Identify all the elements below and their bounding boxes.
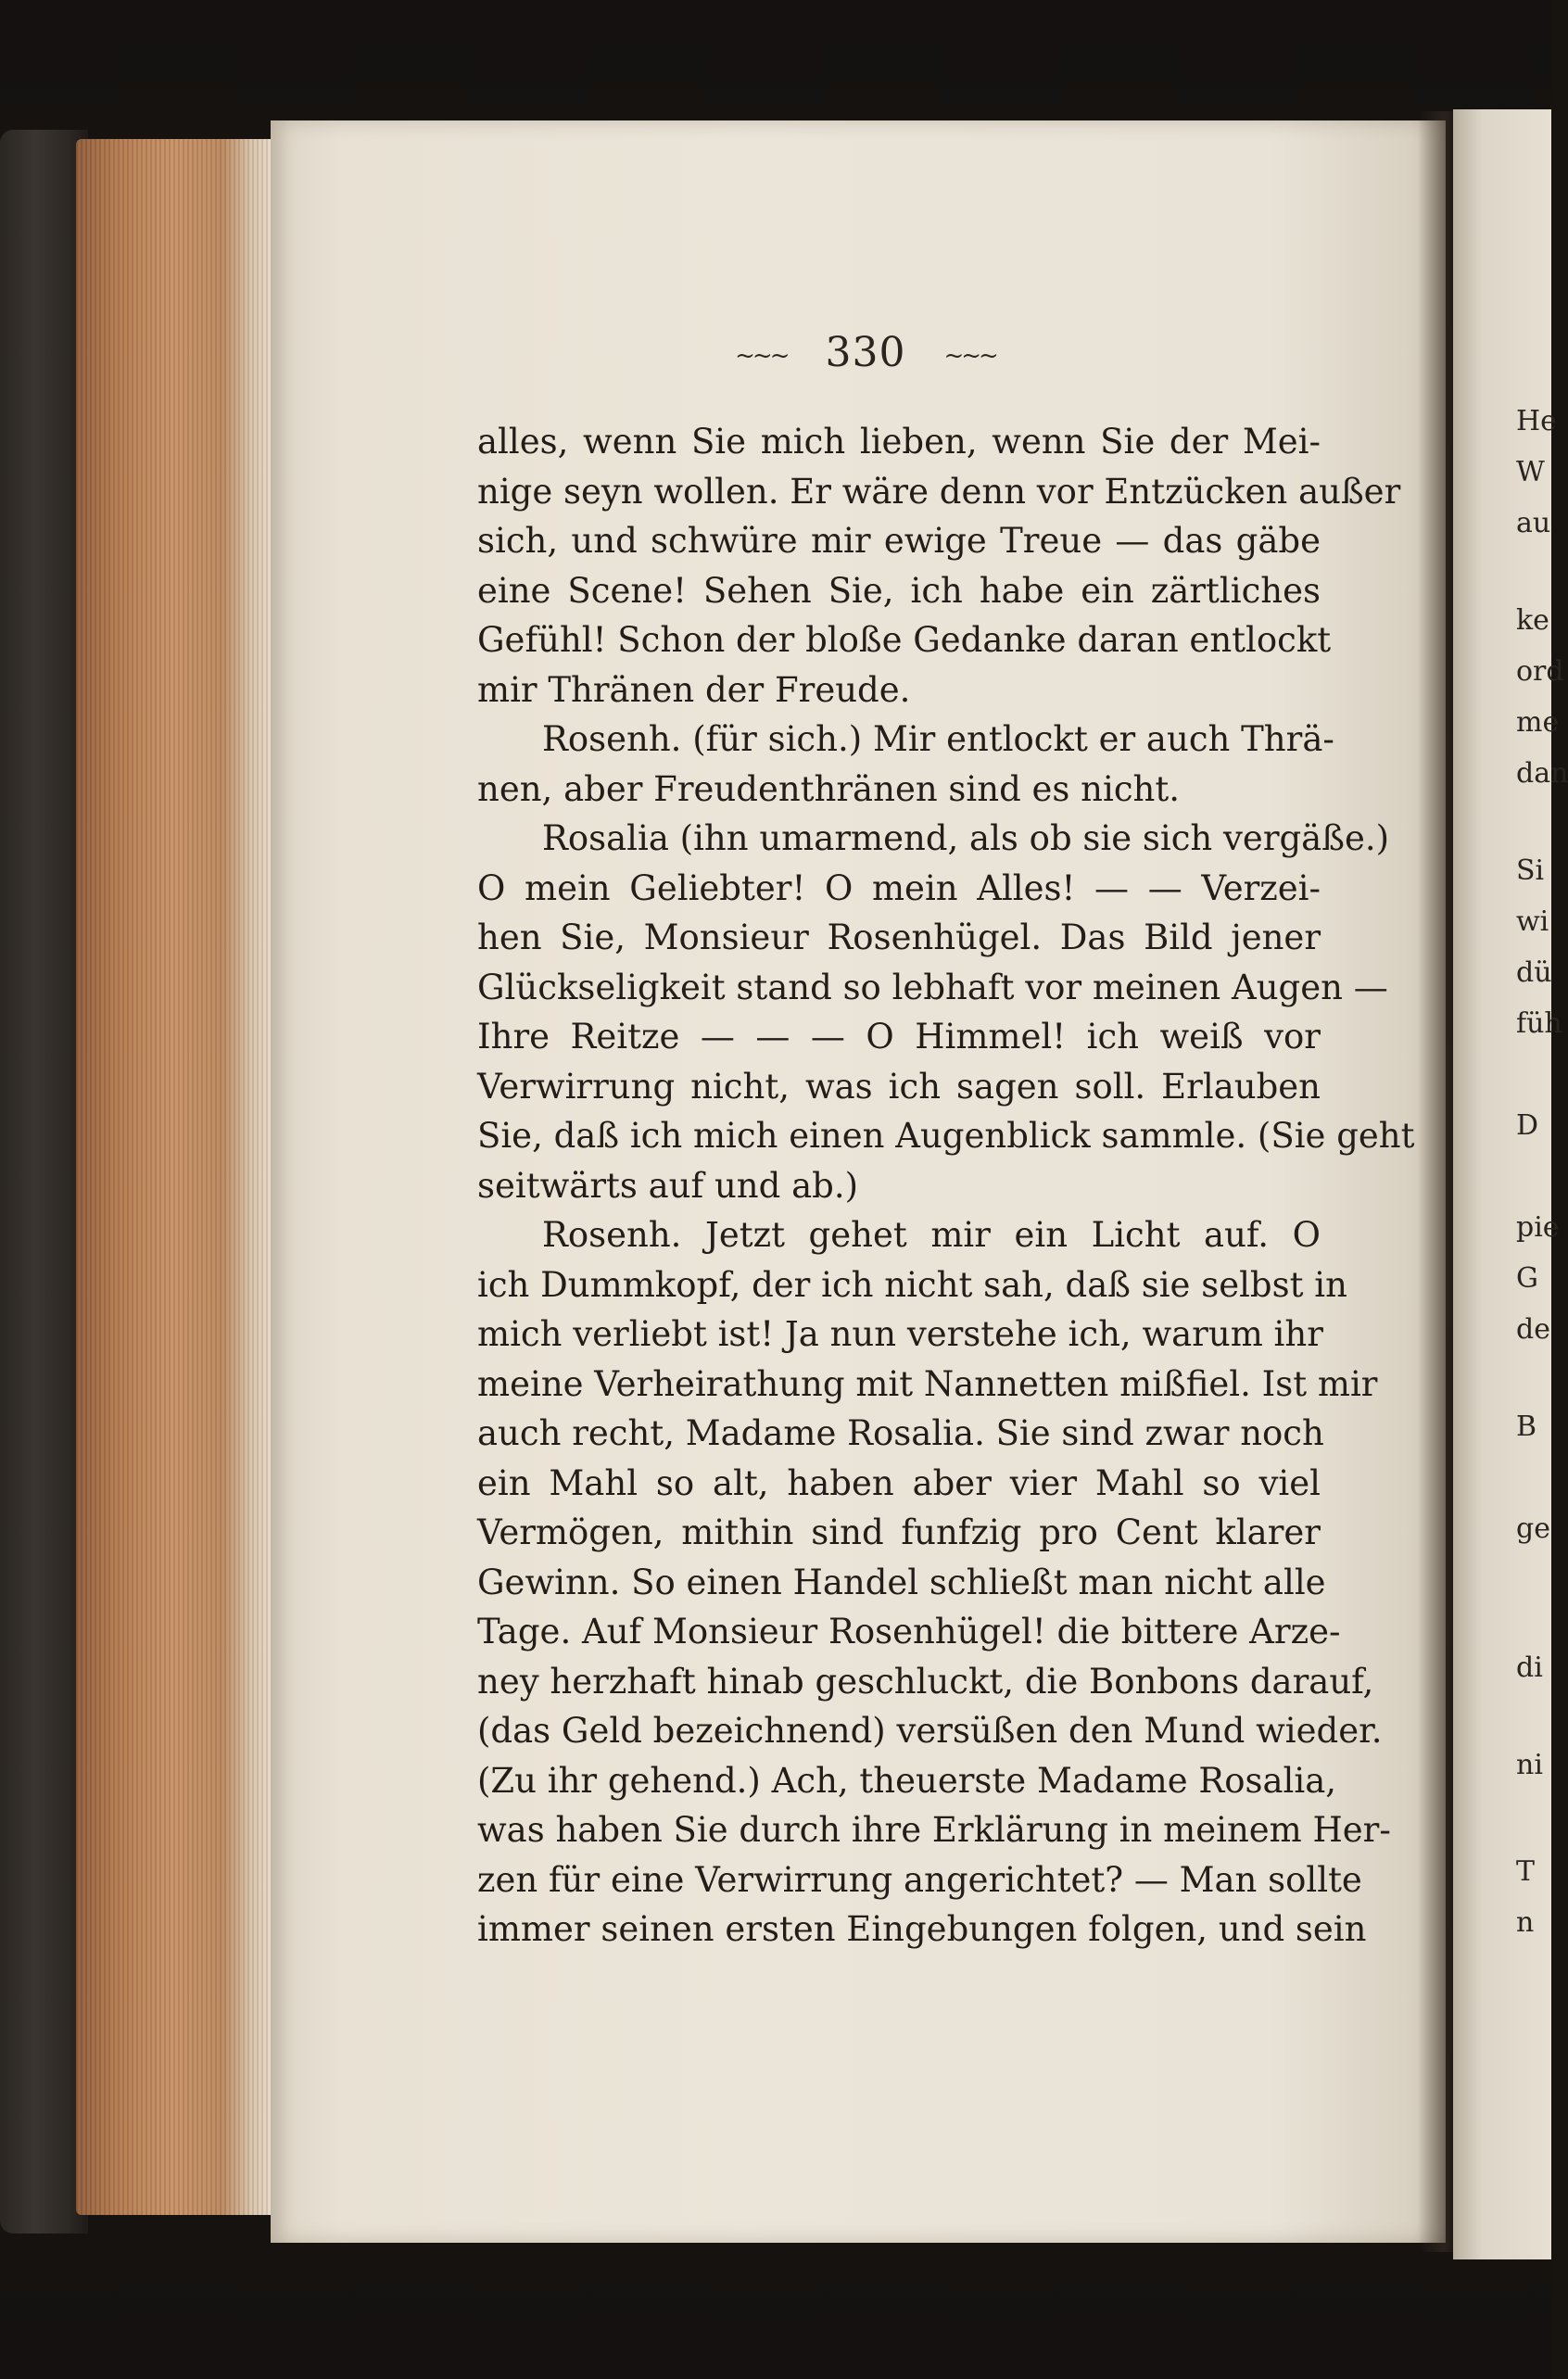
text-line: sich, und schwüre mir ewige Treue — das gäbe: [477, 521, 1321, 561]
text-line: Rosalia (ihn umarmend, als ob sie sich vergäße.): [542, 818, 1390, 858]
text-line: nige seyn wollen. Er wäre denn vor Entzücken außer: [477, 471, 1401, 512]
text-line: nen, aber Freudenthränen sind es nicht.: [477, 768, 1181, 809]
header-ornament-left: ~~~: [735, 341, 788, 370]
text-line: (Zu ihr gehend.) Ach, theuerste Madame Rosalia,: [477, 1760, 1337, 1801]
text-line: seitwärts auf und ab.): [477, 1165, 859, 1206]
page-header: [278, 329, 1453, 376]
text-line: Tage. Auf Monsieur Rosenhügel! die bittere Arze-: [477, 1612, 1341, 1651]
text-line: zen für eine Verwirrung angerichtet? — Man sollte: [477, 1859, 1362, 1900]
facing-page-fragment: me: [1516, 706, 1560, 739]
facing-page-fragment: de: [1516, 1313, 1550, 1346]
text-line: meine Verheirathung mit Nannetten mißfiel. Ist mir: [477, 1363, 1378, 1404]
facing-page-fragment: füh: [1516, 1007, 1562, 1040]
facing-page-fragment: di: [1516, 1651, 1543, 1684]
facing-page-fragment: ni: [1516, 1749, 1543, 1781]
text-line: mir Thränen der Freude.: [477, 669, 911, 710]
text-line: ney herzhaft hinab geschluckt, die Bonbons darauf,: [477, 1661, 1374, 1702]
facing-page-fragment: ke: [1516, 604, 1549, 637]
page-stack-edges: [76, 139, 271, 2215]
facing-page-fragment: dü: [1516, 956, 1552, 989]
text-line: Glückseligkeit stand so lebhaft vor meinen Augen —: [477, 967, 1388, 1007]
text-line: Vermögen, mithin sind funfzig pro Cent klarer: [477, 1512, 1321, 1552]
text-line: hen Sie, Monsieur Rosenhügel. Das Bild jener: [477, 917, 1321, 957]
text-line: Gewinn. So einen Handel schließt man nicht alle: [477, 1562, 1326, 1602]
text-line: Rosenh. Jetzt gehet mir ein Licht auf. O: [542, 1215, 1321, 1255]
book-gutter-shadow: [1418, 111, 1455, 2252]
book-cover-edge: [0, 130, 88, 2233]
text-line: alles, wenn Sie mich lieben, wenn Sie der Mei-: [477, 422, 1321, 462]
text-line: ich Dummkopf, der ich nicht sah, daß sie selbst in: [477, 1264, 1347, 1305]
facing-page-fragment: dan: [1516, 757, 1568, 790]
text-line: Ihre Reitze — — — O Himmel! ich weiß vor: [477, 1017, 1321, 1057]
header-ornament-right: ~~~: [943, 341, 996, 370]
facing-page-fragment: wi: [1516, 905, 1549, 938]
facing-page-fragment: ord: [1516, 655, 1564, 688]
text-line: Rosenh. (für sich.) Mir entlockt er auch Thrä-: [542, 719, 1334, 759]
facing-page-fragment: Si: [1516, 854, 1545, 887]
text-line: ein Mahl so alt, haben aber vier Mahl so viel: [477, 1462, 1321, 1503]
text-line: Gefühl! Schon der bloße Gedanke daran entlockt: [477, 620, 1332, 660]
facing-page-fragment: G: [1516, 1262, 1538, 1295]
facing-page-fragment: B: [1516, 1411, 1537, 1443]
facing-page-fragment: He: [1516, 405, 1557, 437]
text-line: Sie, daß ich mich einen Augenblick sammle. (Sie geht: [477, 1116, 1415, 1156]
text-line: immer seinen ersten Eingebungen folgen, und sein: [477, 1909, 1367, 1949]
facing-page-fragment: W: [1516, 456, 1545, 488]
text-line: was haben Sie durch ihre Erklärung in meinem Her-: [477, 1810, 1391, 1850]
text-line: O mein Geliebter! O mein Alles! — — Verzei-: [477, 867, 1321, 908]
text-line: mich verliebt ist! Ja nun verstehe ich, warum ihr: [477, 1314, 1323, 1354]
text-line: eine Scene! Sehen Sie, ich habe ein zärtliches: [477, 570, 1321, 611]
facing-page-fragment: D: [1516, 1109, 1539, 1142]
text-line: (das Geld bezeichnend) versüßen den Mund wieder.: [477, 1711, 1383, 1751]
page-number: 330: [825, 329, 906, 376]
page-body-text: [477, 417, 1415, 1955]
facing-page-fragment: au: [1516, 507, 1551, 539]
text-line: Verwirrung nicht, was ich sagen soll. Erlauben: [477, 1066, 1321, 1107]
text-line: auch recht, Madame Rosalia. Sie sind zwar noch: [477, 1413, 1324, 1453]
facing-page-fragment: T: [1516, 1855, 1536, 1888]
facing-page-fragment: ge: [1516, 1512, 1550, 1545]
facing-page-fragment: pie: [1516, 1211, 1560, 1244]
facing-page-fragment: n: [1516, 1906, 1535, 1939]
